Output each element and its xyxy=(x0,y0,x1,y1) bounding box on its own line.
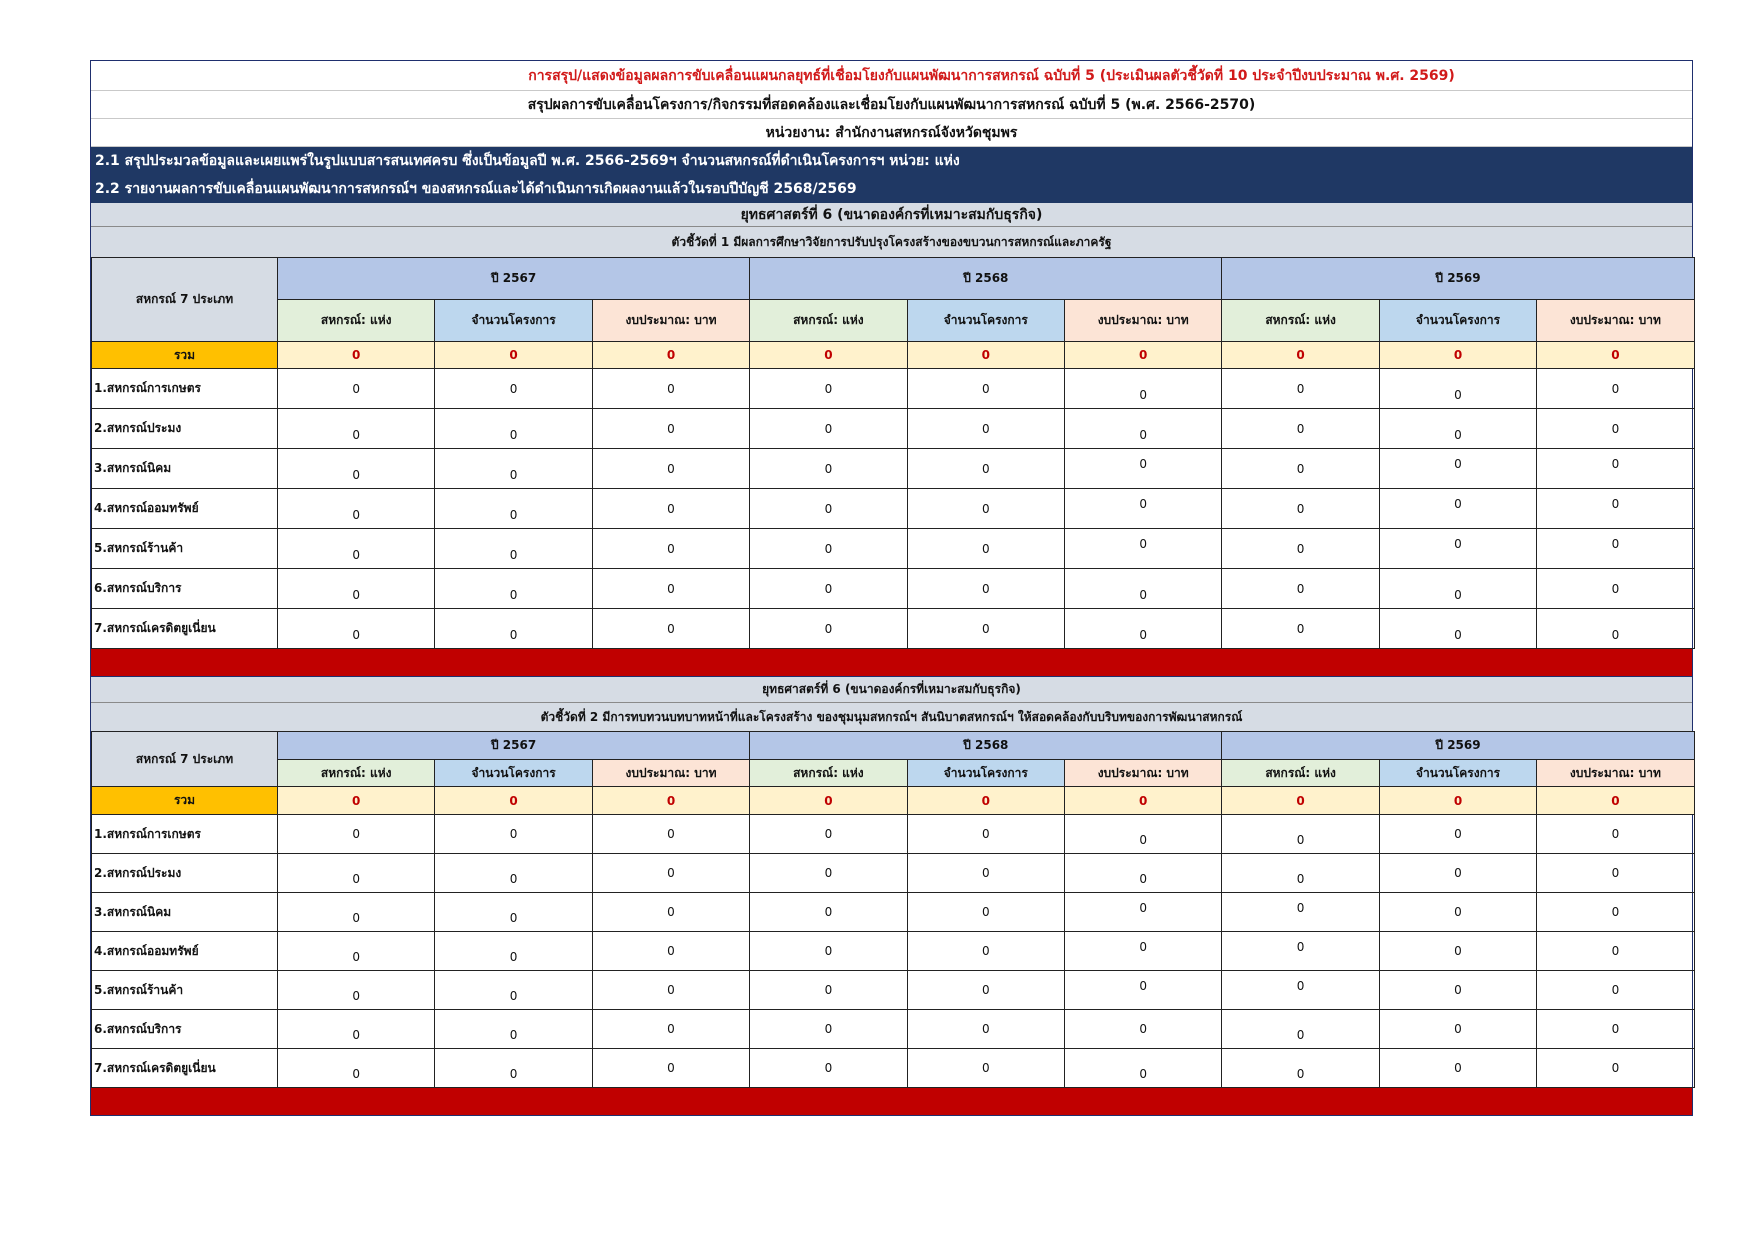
data-cell: 0 xyxy=(907,1049,1064,1088)
total-cell: 0 xyxy=(1537,787,1694,815)
report-sheet xyxy=(90,60,1693,1116)
table-row xyxy=(92,815,1695,854)
total-label: รวม xyxy=(92,342,278,369)
data-cell: 0 xyxy=(907,932,1064,971)
data-cell: 0 xyxy=(1222,1010,1379,1049)
data-cell: 0 xyxy=(278,971,435,1010)
table-row xyxy=(92,449,1695,489)
data-cell: 0 xyxy=(435,449,592,489)
data-cell: 0 xyxy=(907,569,1064,609)
year-header-2567: ปี 2567 xyxy=(278,258,750,300)
total-cell: 0 xyxy=(592,342,749,369)
data-cell: 0 xyxy=(1222,893,1379,932)
subheader-project-count: จำนวนโครงการ xyxy=(435,760,592,787)
data-cell: 0 xyxy=(592,369,749,409)
data-cell: 0 xyxy=(278,609,435,649)
total-cell: 0 xyxy=(1064,342,1221,369)
year-header-2567: ปี 2567 xyxy=(278,732,750,760)
data-cell: 0 xyxy=(1379,569,1536,609)
subheader-project-count: จำนวนโครงการ xyxy=(1379,300,1536,342)
subheader-project-count: จำนวนโครงการ xyxy=(435,300,592,342)
total-cell: 0 xyxy=(1064,787,1221,815)
data-cell: 0 xyxy=(1222,369,1379,409)
data-cell: 0 xyxy=(435,815,592,854)
total-cell: 0 xyxy=(1379,787,1536,815)
row-label: 2.สหกรณ์ประมง xyxy=(92,854,278,893)
coop-types-header: สหกรณ์ 7 ประเภท xyxy=(92,258,278,342)
data-cell: 0 xyxy=(907,1010,1064,1049)
row-label: 5.สหกรณ์ร้านค้า xyxy=(92,529,278,569)
data-cell: 0 xyxy=(592,609,749,649)
data-cell: 0 xyxy=(1064,609,1221,649)
data-cell: 0 xyxy=(1064,489,1221,529)
data-cell: 0 xyxy=(278,815,435,854)
subheader-budget: งบประมาณ: บาท xyxy=(592,760,749,787)
data-cell: 0 xyxy=(1537,569,1694,609)
row-label: 3.สหกรณ์นิคม xyxy=(92,449,278,489)
section1-strategy: ยุทธศาสตร์ที่ 6 (ขนาดองค์กรที่เหมาะสมกับธุรกิจ) xyxy=(91,203,1692,227)
data-cell: 0 xyxy=(907,854,1064,893)
subheader-project-count: จำนวนโครงการ xyxy=(1379,760,1536,787)
total-cell: 0 xyxy=(1379,342,1536,369)
section2-strategy: ยุทธศาสตร์ที่ 6 (ขนาดองค์กรที่เหมาะสมกับธุรกิจ) xyxy=(91,677,1692,703)
section1-divider-bar xyxy=(91,649,1692,677)
row-label: 1.สหกรณ์การเกษตร xyxy=(92,815,278,854)
data-cell: 0 xyxy=(1379,815,1536,854)
data-cell: 0 xyxy=(750,449,907,489)
data-cell: 0 xyxy=(1379,609,1536,649)
data-cell: 0 xyxy=(1222,489,1379,529)
data-cell: 0 xyxy=(278,854,435,893)
data-cell: 0 xyxy=(278,893,435,932)
data-cell: 0 xyxy=(1379,409,1536,449)
data-cell: 0 xyxy=(278,529,435,569)
data-cell: 0 xyxy=(1064,815,1221,854)
total-label: รวม xyxy=(92,787,278,815)
data-cell: 0 xyxy=(1379,893,1536,932)
subheader-budget: งบประมาณ: บาท xyxy=(592,300,749,342)
data-cell: 0 xyxy=(750,409,907,449)
data-cell: 0 xyxy=(1064,369,1221,409)
data-cell: 0 xyxy=(750,489,907,529)
section2-divider-bar xyxy=(91,1088,1692,1115)
data-cell: 0 xyxy=(435,409,592,449)
data-cell: 0 xyxy=(1222,449,1379,489)
total-row xyxy=(92,787,1695,815)
data-cell: 0 xyxy=(592,1010,749,1049)
data-cell: 0 xyxy=(1064,971,1221,1010)
data-cell: 0 xyxy=(435,854,592,893)
data-cell: 0 xyxy=(907,529,1064,569)
total-cell: 0 xyxy=(907,787,1064,815)
data-cell: 0 xyxy=(1537,609,1694,649)
subheader-coop-count: สหกรณ์: แห่ง xyxy=(1222,300,1379,342)
report-title: การสรุป/แสดงข้อมูลผลการขับเคลื่อนแผนกลยุทธ์ที่เชื่อมโยงกับแผนพัฒนาการสหกรณ์ ฉบับที่ 5 (ประเมินผลตัวชี้วัดที่ 10 ประจำปีงบประมาณ พ.ศ. 2569) xyxy=(91,61,1692,91)
data-cell: 0 xyxy=(907,815,1064,854)
subheader-coop-count: สหกรณ์: แห่ง xyxy=(278,760,435,787)
data-cell: 0 xyxy=(1222,815,1379,854)
data-cell: 0 xyxy=(592,449,749,489)
data-cell: 0 xyxy=(278,369,435,409)
data-cell: 0 xyxy=(750,529,907,569)
data-cell: 0 xyxy=(1222,529,1379,569)
data-cell: 0 xyxy=(592,1049,749,1088)
data-cell: 0 xyxy=(1064,449,1221,489)
total-cell: 0 xyxy=(1537,342,1694,369)
total-cell: 0 xyxy=(1222,342,1379,369)
data-cell: 0 xyxy=(1379,854,1536,893)
data-cell: 0 xyxy=(907,893,1064,932)
row-label: 7.สหกรณ์เครดิตยูเนี่ยน xyxy=(92,609,278,649)
data-cell: 0 xyxy=(750,1010,907,1049)
data-cell: 0 xyxy=(592,971,749,1010)
data-cell: 0 xyxy=(907,409,1064,449)
data-cell: 0 xyxy=(1537,369,1694,409)
data-cell: 0 xyxy=(278,449,435,489)
data-cell: 0 xyxy=(1379,971,1536,1010)
total-cell: 0 xyxy=(750,787,907,815)
row-label: 6.สหกรณ์บริการ xyxy=(92,569,278,609)
data-cell: 0 xyxy=(1222,1049,1379,1088)
data-cell: 0 xyxy=(435,932,592,971)
note-2-2: 2.2 รายงานผลการขับเคลื่อนแผนพัฒนาการสหกรณ์ฯ ของสหกรณ์และได้ดำเนินการเกิดผลงานแล้วในรอบปีบัญชี 2568/2569 xyxy=(91,175,1692,203)
data-cell: 0 xyxy=(435,971,592,1010)
year-header-2569: ปี 2569 xyxy=(1222,258,1694,300)
data-cell: 0 xyxy=(1537,1010,1694,1049)
data-cell: 0 xyxy=(1064,409,1221,449)
data-cell: 0 xyxy=(907,489,1064,529)
data-cell: 0 xyxy=(592,569,749,609)
year-header-2568: ปี 2568 xyxy=(750,732,1222,760)
data-cell: 0 xyxy=(278,489,435,529)
year-header-2568: ปี 2568 xyxy=(750,258,1222,300)
total-cell: 0 xyxy=(435,342,592,369)
table-row xyxy=(92,1010,1695,1049)
data-cell: 0 xyxy=(278,1049,435,1088)
table-row xyxy=(92,932,1695,971)
table-row xyxy=(92,1049,1695,1088)
data-cell: 0 xyxy=(1222,932,1379,971)
data-cell: 0 xyxy=(1537,893,1694,932)
data-cell: 0 xyxy=(592,529,749,569)
table-row xyxy=(92,409,1695,449)
data-cell: 0 xyxy=(750,815,907,854)
data-cell: 0 xyxy=(1379,449,1536,489)
data-cell: 0 xyxy=(1379,1049,1536,1088)
section1-table xyxy=(91,257,1695,649)
coop-types-header: สหกรณ์ 7 ประเภท xyxy=(92,732,278,787)
data-cell: 0 xyxy=(750,932,907,971)
table-row xyxy=(92,854,1695,893)
row-label: 4.สหกรณ์ออมทรัพย์ xyxy=(92,932,278,971)
data-cell: 0 xyxy=(1537,409,1694,449)
total-cell: 0 xyxy=(278,787,435,815)
table-row xyxy=(92,893,1695,932)
data-cell: 0 xyxy=(1064,529,1221,569)
data-cell: 0 xyxy=(750,854,907,893)
total-cell: 0 xyxy=(750,342,907,369)
row-label: 3.สหกรณ์นิคม xyxy=(92,893,278,932)
data-cell: 0 xyxy=(1222,971,1379,1010)
row-label: 1.สหกรณ์การเกษตร xyxy=(92,369,278,409)
data-cell: 0 xyxy=(592,932,749,971)
data-cell: 0 xyxy=(435,1049,592,1088)
data-cell: 0 xyxy=(1379,489,1536,529)
data-cell: 0 xyxy=(592,815,749,854)
data-cell: 0 xyxy=(907,449,1064,489)
data-cell: 0 xyxy=(1379,369,1536,409)
data-cell: 0 xyxy=(1537,449,1694,489)
data-cell: 0 xyxy=(1537,971,1694,1010)
data-cell: 0 xyxy=(907,369,1064,409)
data-cell: 0 xyxy=(435,609,592,649)
row-label: 5.สหกรณ์ร้านค้า xyxy=(92,971,278,1010)
data-cell: 0 xyxy=(1537,1049,1694,1088)
data-cell: 0 xyxy=(435,1010,592,1049)
subheader-budget: งบประมาณ: บาท xyxy=(1537,300,1694,342)
section2-indicator: ตัวชี้วัดที่ 2 มีการทบทวนบทบาทหน้าที่และโครงสร้าง ของชุมนุมสหกรณ์ฯ สันนิบาตสหกรณ์ฯ ให้สอดคล้องกับบริบทของการพัฒนาสหกรณ์ xyxy=(91,703,1692,731)
data-cell: 0 xyxy=(1064,932,1221,971)
agency-label: หน่วยงาน: สำนักงานสหกรณ์จังหวัดชุมพร xyxy=(91,119,1692,147)
report-subtitle: สรุปผลการขับเคลื่อนโครงการ/กิจกรรมที่สอดคล้องและเชื่อมโยงกับแผนพัฒนาการสหกรณ์ ฉบับที่ 5 (พ.ศ. 2566-2570) xyxy=(91,91,1692,119)
total-cell: 0 xyxy=(278,342,435,369)
section1-indicator: ตัวชี้วัดที่ 1 มีผลการศึกษาวิจัยการปรับปรุงโครงสร้างของขบวนการสหกรณ์และภาครัฐ xyxy=(91,227,1692,257)
data-cell: 0 xyxy=(1222,569,1379,609)
subheader-budget: งบประมาณ: บาท xyxy=(1064,300,1221,342)
table-row xyxy=(92,489,1695,529)
row-label: 6.สหกรณ์บริการ xyxy=(92,1010,278,1049)
row-label: 2.สหกรณ์ประมง xyxy=(92,409,278,449)
data-cell: 0 xyxy=(1379,1010,1536,1049)
data-cell: 0 xyxy=(1064,893,1221,932)
total-row xyxy=(92,342,1695,369)
data-cell: 0 xyxy=(1222,409,1379,449)
total-cell: 0 xyxy=(907,342,1064,369)
data-cell: 0 xyxy=(750,1049,907,1088)
data-cell: 0 xyxy=(435,529,592,569)
subheader-project-count: จำนวนโครงการ xyxy=(907,760,1064,787)
subheader-budget: งบประมาณ: บาท xyxy=(1064,760,1221,787)
data-cell: 0 xyxy=(1537,854,1694,893)
subheader-coop-count: สหกรณ์: แห่ง xyxy=(1222,760,1379,787)
data-cell: 0 xyxy=(750,369,907,409)
data-cell: 0 xyxy=(592,854,749,893)
subheader-budget: งบประมาณ: บาท xyxy=(1537,760,1694,787)
data-cell: 0 xyxy=(592,893,749,932)
row-label: 4.สหกรณ์ออมทรัพย์ xyxy=(92,489,278,529)
subheader-coop-count: สหกรณ์: แห่ง xyxy=(750,760,907,787)
section2-table xyxy=(91,731,1695,1088)
data-cell: 0 xyxy=(1222,854,1379,893)
data-cell: 0 xyxy=(1064,1049,1221,1088)
data-cell: 0 xyxy=(1537,815,1694,854)
data-cell: 0 xyxy=(435,369,592,409)
data-cell: 0 xyxy=(1064,854,1221,893)
data-cell: 0 xyxy=(1537,932,1694,971)
data-cell: 0 xyxy=(750,971,907,1010)
data-cell: 0 xyxy=(1379,529,1536,569)
table-row xyxy=(92,529,1695,569)
note-2-1: 2.1 สรุปประมวลข้อมูลและเผยแพร่ในรูปแบบสารสนเทศครบ ซึ่งเป็นข้อมูลปี พ.ศ. 2566-2569ฯ จำนวนสหกรณ์ที่ดำเนินโครงการฯ หน่วย: แห่ง xyxy=(91,147,1692,175)
data-cell: 0 xyxy=(907,609,1064,649)
data-cell: 0 xyxy=(278,1010,435,1049)
data-cell: 0 xyxy=(750,569,907,609)
data-cell: 0 xyxy=(592,409,749,449)
table-row xyxy=(92,971,1695,1010)
data-cell: 0 xyxy=(278,932,435,971)
data-cell: 0 xyxy=(1064,569,1221,609)
data-cell: 0 xyxy=(278,569,435,609)
data-cell: 0 xyxy=(435,893,592,932)
data-cell: 0 xyxy=(278,409,435,449)
data-cell: 0 xyxy=(1064,1010,1221,1049)
total-cell: 0 xyxy=(592,787,749,815)
data-cell: 0 xyxy=(907,971,1064,1010)
data-cell: 0 xyxy=(592,489,749,529)
year-header-2569: ปี 2569 xyxy=(1222,732,1694,760)
data-cell: 0 xyxy=(1537,489,1694,529)
table-row xyxy=(92,609,1695,649)
data-cell: 0 xyxy=(1222,609,1379,649)
row-label: 7.สหกรณ์เครดิตยูเนี่ยน xyxy=(92,1049,278,1088)
subheader-coop-count: สหกรณ์: แห่ง xyxy=(278,300,435,342)
data-cell: 0 xyxy=(1379,932,1536,971)
subheader-coop-count: สหกรณ์: แห่ง xyxy=(750,300,907,342)
data-cell: 0 xyxy=(750,893,907,932)
total-cell: 0 xyxy=(435,787,592,815)
total-cell: 0 xyxy=(1222,787,1379,815)
data-cell: 0 xyxy=(1537,529,1694,569)
data-cell: 0 xyxy=(750,609,907,649)
data-cell: 0 xyxy=(435,569,592,609)
subheader-project-count: จำนวนโครงการ xyxy=(907,300,1064,342)
table-row xyxy=(92,569,1695,609)
table-row xyxy=(92,369,1695,409)
data-cell: 0 xyxy=(435,489,592,529)
